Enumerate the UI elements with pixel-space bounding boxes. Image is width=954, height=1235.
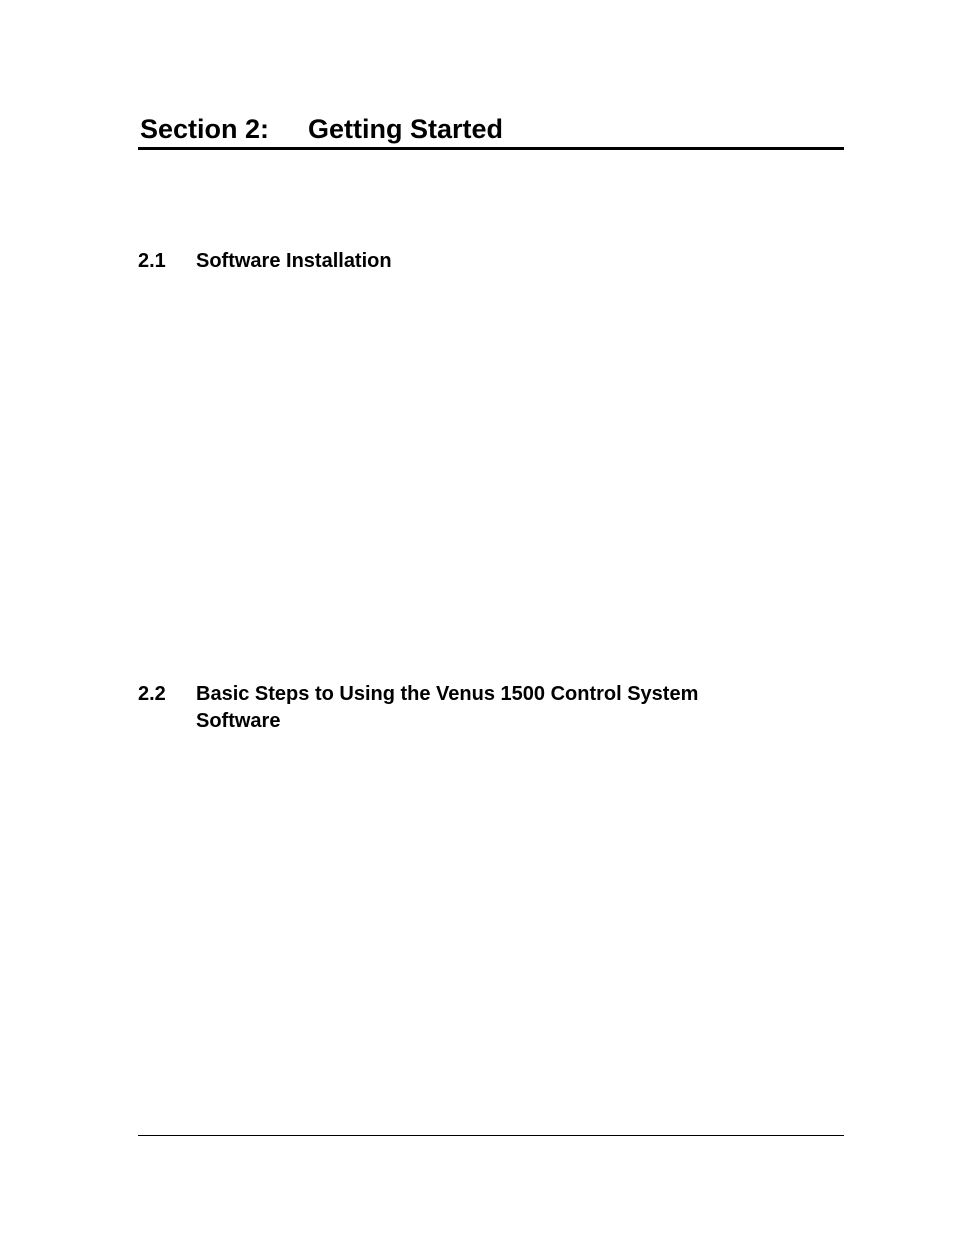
subsection-title: Software Installation <box>196 250 392 272</box>
subsection-heading-2-2 <box>138 681 778 735</box>
page-title <box>140 113 844 145</box>
section-title: Getting Started <box>308 114 504 144</box>
title-underline <box>138 147 844 150</box>
subsection-number: 2.1 <box>138 250 166 272</box>
section-number: Section 2: <box>140 114 270 144</box>
subsection-heading-2-1 <box>138 248 778 275</box>
subsection-number: 2.2 <box>138 683 166 705</box>
subsection-title: Basic Steps to Using the Venus 1500 Control System Software <box>196 683 699 732</box>
footer-divider <box>138 1135 844 1136</box>
